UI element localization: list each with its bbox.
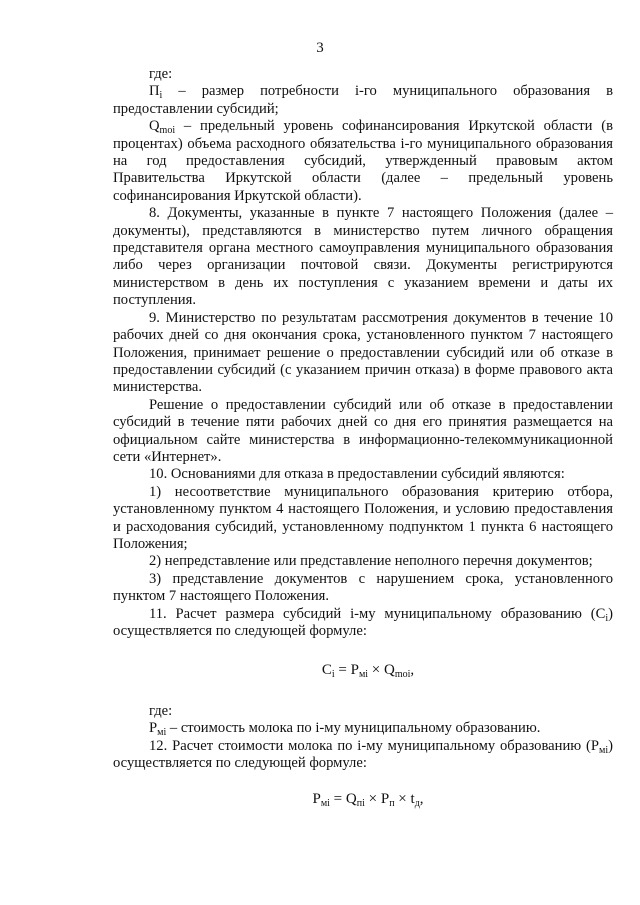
definition-qmoi xyxy=(113,118,613,205)
paragraph-10-item-2: 2) непредставление или представление неполного перечня документов; xyxy=(149,553,593,570)
symbol-qmoi: Q xyxy=(149,118,160,135)
formula-subsidy-eq: = xyxy=(334,662,351,679)
paragraph-10: 10. Основаниями для отказа в предоставлении субсидий являются: xyxy=(149,466,565,483)
definition-pi xyxy=(113,83,613,118)
paragraph-12-sub: мi xyxy=(599,744,609,756)
symbol-pi: П xyxy=(149,83,160,100)
paragraph-9: 9. Министерство по результатам рассмотрения документов в течение 10 рабочих дней со дня окончания срока, установленного пунктом 7 настоящего Положения, принимает решение о предоставлении субсидий или об отказе в предоставлении субсидий (с указанием причин отказа) в форме правового акта министерства. xyxy=(113,309,613,396)
symbol-pmi: P xyxy=(149,720,158,737)
formula-subsidy-end: , xyxy=(410,662,415,679)
paragraph-10-item-3: 3) представление документов с нарушением срока, установленного пунктом 7 настоящего Положения. xyxy=(113,570,613,605)
definition-pmi-text: – стоимость молока по i-му муниципальному образованию. xyxy=(166,720,541,737)
paragraph-12-text-end: ) осуществляется по следующей формуле: xyxy=(113,737,613,772)
formula-milk-cost xyxy=(113,791,613,808)
formula-milk-term-3-sub: д xyxy=(414,798,420,810)
formula-milk-eq: = xyxy=(329,791,346,808)
formula-milk-term-3: t xyxy=(410,791,415,808)
formula-subsidy xyxy=(113,662,613,679)
formula-milk-op-2: × xyxy=(394,791,411,808)
formula-subsidy-lhs-sub: i xyxy=(331,669,335,681)
symbol-pi-sub: i xyxy=(159,90,163,102)
paragraph-11-sub: i xyxy=(605,612,609,624)
paragraph-12-text: 12. Расчет стоимости молока по i-му муниципальному образованию (P xyxy=(149,737,600,754)
formula-milk-term-2: P xyxy=(380,791,390,808)
where-label: где: xyxy=(149,702,173,719)
formula-milk-term-1-sub: пi xyxy=(356,798,365,810)
formula-subsidy-term-2-sub: moi xyxy=(394,669,411,681)
paragraph-11-text: 11. Расчет размера субсидий i-му муниципальному образованию (C xyxy=(149,605,606,622)
paragraph-9-decision: Решение о предоставлении субсидий или об отказе в предоставлении субсидий в течение пяти рабочих дней со дня его принятия размещается на официальном сайте министерства в информационно-телекоммуникационной сети «Интернет». xyxy=(113,396,613,465)
formula-milk-end: , xyxy=(419,791,424,808)
paragraph-10-item-1: 1) несоответствие муниципального образования критерию отбора, установленному пунктом 4 настоящего Положения, и условию предоставления и расходования субсидий, установленному подпунктом 1 пункта 6 настоящего Положения; xyxy=(113,483,613,552)
paragraph-12 xyxy=(113,738,613,773)
formula-subsidy-lhs: C xyxy=(321,662,332,679)
formula-milk-lhs: P xyxy=(312,791,321,808)
formula-milk-lhs-sub: мi xyxy=(320,798,330,810)
formula-milk-term-2-sub: п xyxy=(389,798,395,810)
formula-subsidy-term-2: Q xyxy=(384,662,395,679)
definition-pi-text: – размер потребности i-го муниципального образования в предоставлении субсидий; xyxy=(113,83,613,117)
definition-pmi xyxy=(113,720,613,737)
paragraph-8: 8. Документы, указанные в пункте 7 настоящего Положения (далее – документы), представляются в министерство путем личного обращения представителя органа местного самоуправления муниципального образования либо через организации почтовой связи. Документы регистрируются министерством в день их поступления с указанием времени и даты их поступления. xyxy=(113,205,613,309)
formula-subsidy-term-1-sub: мi xyxy=(358,669,369,681)
paragraph-11 xyxy=(113,606,613,641)
definition-qmoi-text: – предельный уровень софинансирования Иркутской области (в процентах) объема расходного обязательства i-го муниципального образования на год предоставления субсидий, утвержденный правовым актом Правительства Иркутской области (далее – предельный уровень софинансирования Иркутской области). xyxy=(113,118,613,204)
formula-milk-op-1: × xyxy=(364,791,381,808)
document-body xyxy=(113,66,613,809)
where-label: где: xyxy=(149,66,173,82)
paragraph-11-text-end: ) осуществляется по следующей формуле: xyxy=(113,605,613,639)
formula-milk-term-1: Q xyxy=(345,791,357,808)
page-number: 3 xyxy=(316,40,324,56)
symbol-qmoi-sub: moi xyxy=(159,125,176,137)
symbol-pmi-sub: мi xyxy=(157,727,167,739)
formula-subsidy-term-1: P xyxy=(350,662,359,679)
formula-subsidy-op: × xyxy=(368,662,385,679)
